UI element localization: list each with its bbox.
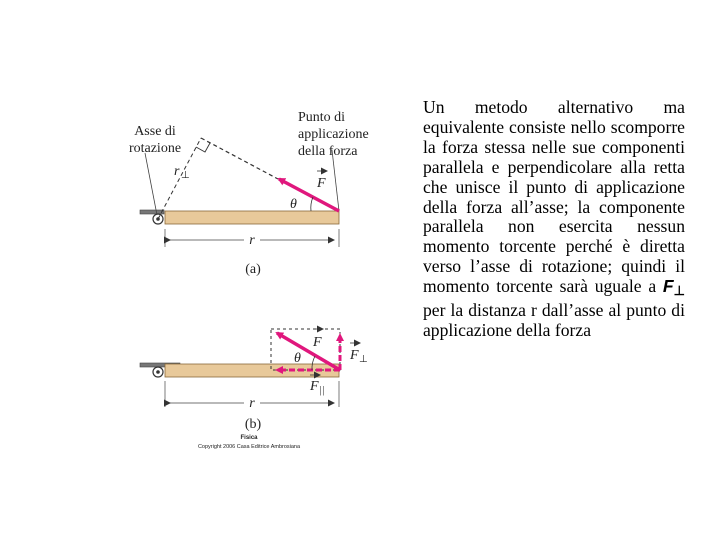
point-leader-line bbox=[332, 150, 339, 211]
r-perp-subscript: ⊥ bbox=[181, 170, 190, 181]
point-label-line3: della forza bbox=[298, 144, 358, 159]
f-perp-label: F bbox=[350, 348, 359, 363]
angle-label-b: θ bbox=[294, 351, 301, 366]
f-perp-symbol: F bbox=[662, 276, 674, 297]
explanation-text bbox=[423, 98, 685, 341]
axis-label-line1: Asse di bbox=[134, 124, 176, 139]
distance-label-a: r bbox=[249, 233, 255, 248]
credit-line2: Copyright 2006 Casa Editrice Ambrosiana bbox=[197, 444, 301, 450]
f-perp-symbol-subscript: ⊥ bbox=[673, 283, 685, 299]
credit-line1: Fisica bbox=[240, 435, 258, 441]
angle-arc-a bbox=[311, 197, 313, 211]
explanation-part1: Un metodo alternativo ma equivalente consiste nello scomporre la forza stessa nelle sue componenti parallela e perpendicolare alla retta che unisce il punto di applicazione della forza all’asse; la componente parallela non esercita nessun momento torcente perché è diretta verso l’asse di rotazione; quindi il momento torcente sarà uguale a bbox=[423, 97, 685, 297]
axis-leader-line bbox=[145, 153, 157, 215]
point-label-line1: Punto di bbox=[298, 110, 346, 125]
f-perp-subscript: ⊥ bbox=[359, 354, 368, 365]
angle-label-a: θ bbox=[290, 197, 297, 212]
pivot-b-center-icon bbox=[156, 370, 160, 374]
panel-a bbox=[129, 110, 369, 277]
distance-label-b: r bbox=[249, 396, 255, 411]
torque-diagram-svg bbox=[110, 95, 410, 465]
axis-label-line2: rotazione bbox=[128, 141, 182, 156]
f-par-label: F bbox=[310, 379, 319, 394]
force-label-b: F bbox=[313, 335, 322, 350]
torque-figure bbox=[110, 95, 410, 465]
r-perp-label: r bbox=[174, 164, 180, 179]
explanation-part2: per la distanza r dall’asse al punto di applicazione della forza bbox=[423, 300, 685, 340]
point-label-line2: applicazione bbox=[298, 127, 369, 142]
caption-a: (a) bbox=[245, 262, 261, 277]
beam-a bbox=[165, 211, 339, 224]
panel-b bbox=[140, 329, 368, 450]
pivot-bracket-a bbox=[140, 210, 164, 214]
force-arrow-a bbox=[279, 179, 339, 211]
line-of-action bbox=[201, 138, 278, 179]
caption-b: (b) bbox=[244, 417, 262, 432]
f-par-subscript: || bbox=[319, 385, 325, 396]
force-label-a: F bbox=[317, 176, 326, 191]
